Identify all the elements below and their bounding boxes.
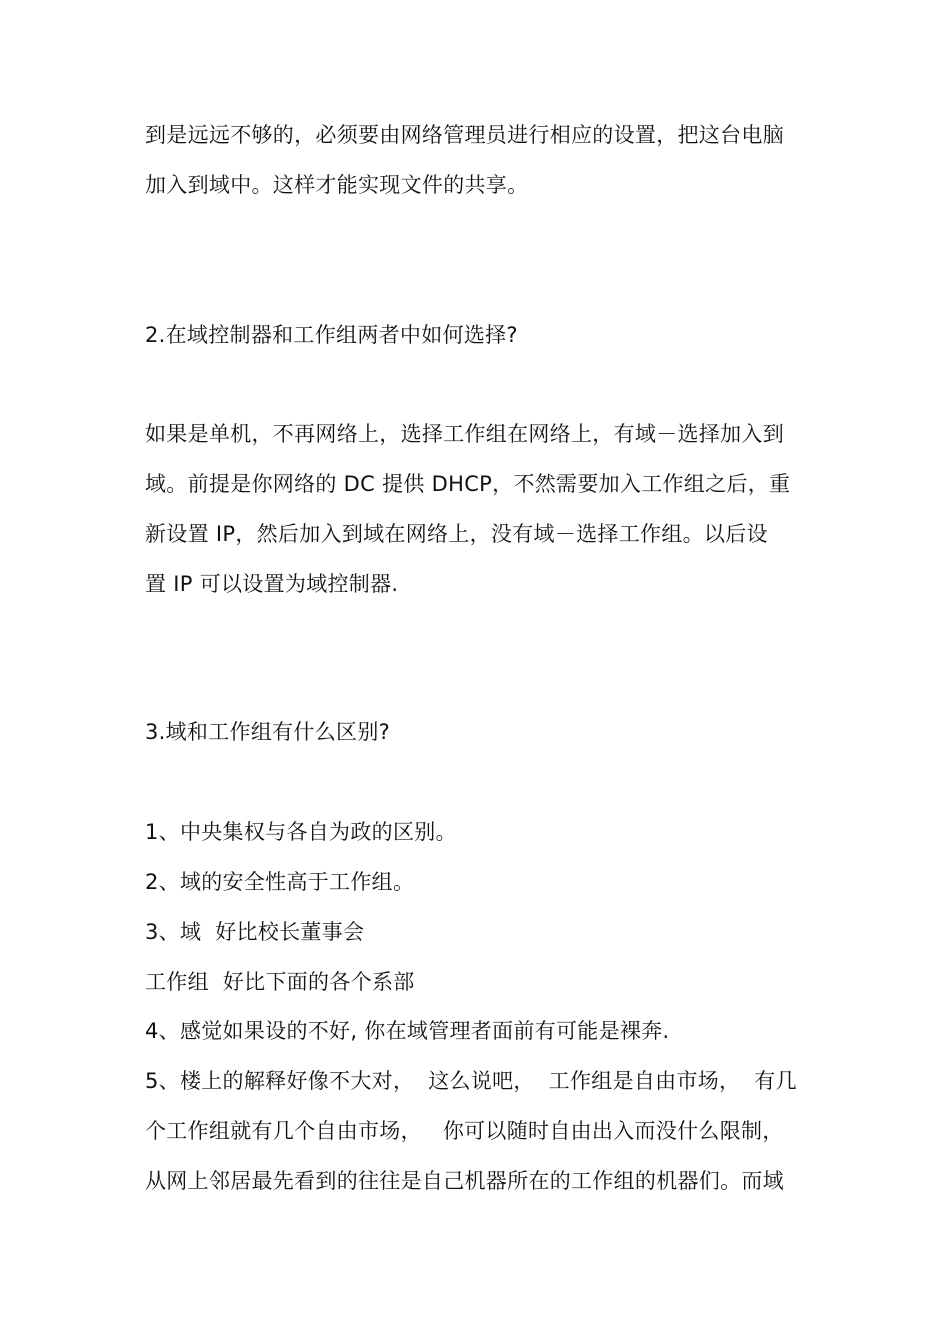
paragraph-line: 加入到域中。这样才能实现文件的共享。 xyxy=(145,173,529,197)
list-item: 3、域 好比校长董事会 xyxy=(145,920,365,944)
section-heading: 3.域和工作组有什么区别? xyxy=(145,720,391,744)
list-item: 工作组 好比下面的各个系部 xyxy=(145,970,415,994)
paragraph-line: 域。前提是你网络的 DC 提供 DHCP，不然需要加入工作组之后，重 xyxy=(145,472,791,496)
paragraph-line: 如果是单机，不再网络上，选择工作组在网络上，有域－选择加入到 xyxy=(145,422,784,446)
list-item: 2、域的安全性高于工作组。 xyxy=(145,870,415,894)
list-item: 从网上邻居最先看到的往往是自己机器所在的工作组的机器们。而域 xyxy=(145,1169,784,1193)
list-item: 1、中央集权与各自为政的区别。 xyxy=(145,820,457,844)
list-item: 5、楼上的解释好像不大对， 这么说吧， 工作组是自由市场， 有几 xyxy=(145,1069,797,1093)
list-item: 4、感觉如果设的不好, 你在域管理者面前有可能是裸奔. xyxy=(145,1019,670,1043)
paragraph-line: 到是远远不够的，必须要由网络管理员进行相应的设置，把这台电脑 xyxy=(145,123,784,147)
paragraph-line: 新设置 IP，然后加入到域在网络上，没有域－选择工作组。以后设 xyxy=(145,522,768,546)
paragraph-line: 置 IP 可以设置为域控制器. xyxy=(145,572,399,596)
list-item: 个工作组就有几个自由市场， 你可以随时自由出入而没什么限制， xyxy=(145,1119,784,1143)
section-heading: 2.在域控制器和工作组两者中如何选择? xyxy=(145,323,518,347)
